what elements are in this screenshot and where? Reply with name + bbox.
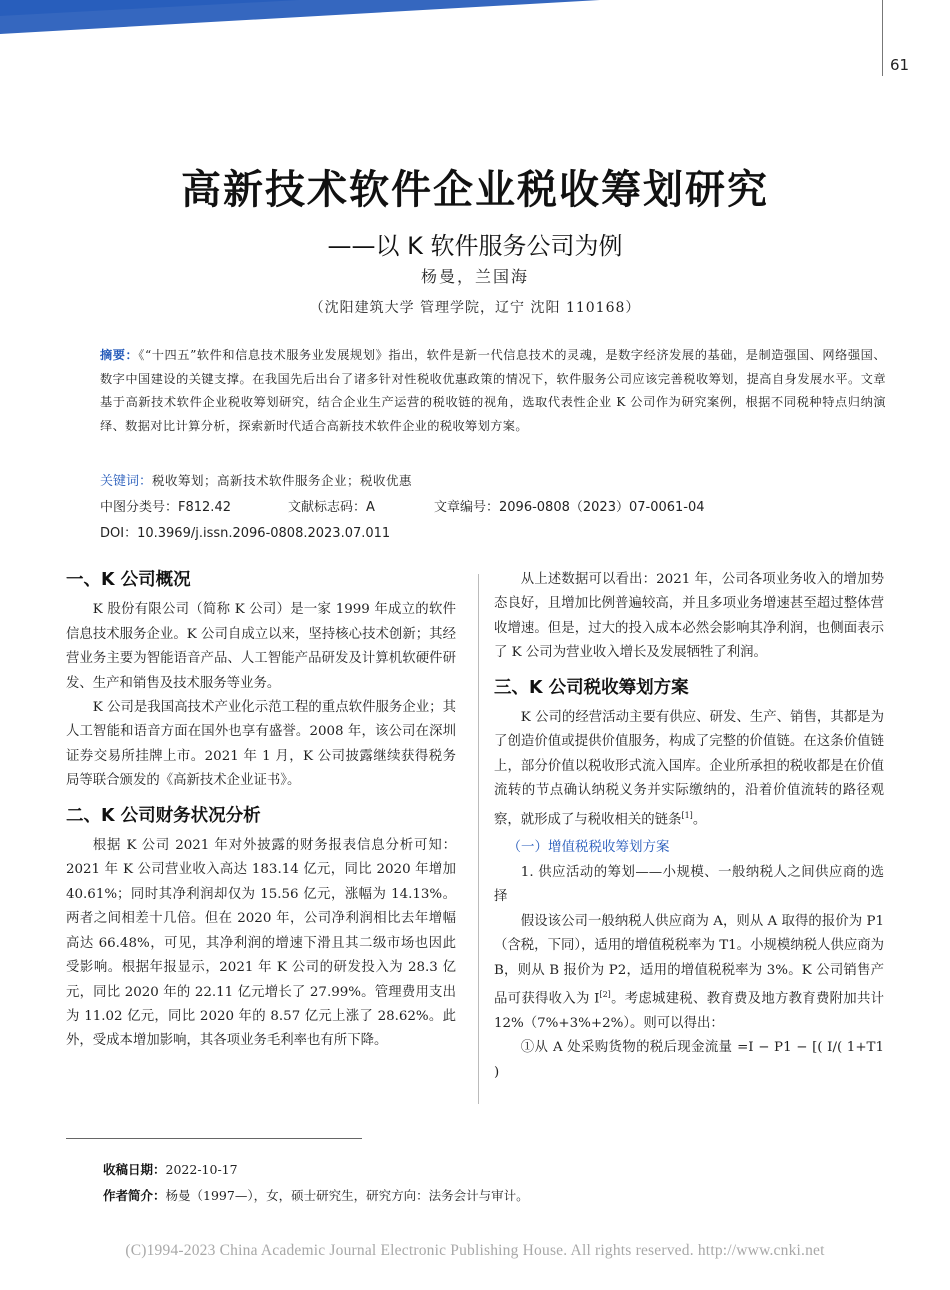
item-1-heading: 1. 供应活动的筹划——小规模、一般纳税人之间供应商的选择 [494,864,884,905]
section-3-paragraph-2-text: 假设该公司一般纳税人供应商为 A，则从 A 取得的报价为 P1（含税，下同），适用的增值税税率为 T1。小规模纳税人供应商为 B，则从 B 报价为 P2，适用的增值税税率为 3%。K 公司销售产品可获得收入为 I [494,913,884,1007]
header-accent-stripe [0,0,600,34]
keywords-label: 关键词： [100,474,153,489]
section-3-paragraph-1-end: 。 [692,812,707,828]
clc-line [100,496,231,515]
reference-2[interactable]: [2] [599,989,611,999]
paper-title: 高新技术软件企业税收筹划研究 [181,167,769,213]
right-paragraph-1: 从上述数据可以看出：2021 年，公司各项业务收入的增加势态良好，且增加比例普遍较高，并且多项业务增速甚至超过整体营收增速。但是，过大的投入成本必然会影响其净利润，也侧面表示了 K 公司为营业收入增长及发展牺牲了利润。 [494,572,884,661]
author-bio [103,1186,529,1204]
received-date [103,1160,238,1178]
section-3-paragraph-1-text: K 公司的经营活动主要有供应、研发、生产、销售，其都是为了创造价值或提供价值服务，构成了完整的价值链。在这条价值链上，部分价值以税收形式流入国库。企业所承担的税收都是在价值流转的节点确认纳税义务并实际缴纳的，沿着价值流转的路径观察，就形成了与税收相关的链条 [494,710,884,828]
clc-value: F812.42 [178,500,231,515]
header-divider [882,0,883,76]
keywords-line [100,470,886,489]
paper-affiliation: （沈阳建筑大学 管理学院，辽宁 沈阳 110168） [309,300,641,316]
article-no-label: 文章编号： [434,500,500,515]
formula-line: ①从 A 处采购货物的税后现金流量 =I − P1 − [( I/( 1+T1 ) [494,1040,884,1080]
column-divider [478,574,479,1104]
author-bio-text: 杨曼（1997—），女，硕士研究生，研究方向：法务会计与审计。 [165,1188,529,1203]
received-label: 收稿日期： [103,1162,166,1177]
article-no-value: 2096-0808（2023）07-0061-04 [499,500,705,515]
received-value: 2022-10-17 [165,1162,238,1177]
subsection-vat-heading: （一）增值税税收筹划方案 [507,838,670,855]
section-3-paragraph-1 [494,706,884,833]
section-1-heading: 一、K 公司概况 [66,570,191,590]
section-1-paragraph-2: K 公司是我国高技术产业化示范工程的重点软件服务企业；其人工智能和语音方面在国外也享有盛誉。2008 年，该公司在深圳证券交易所挂牌上市。2021 年 1 月，K 公司披露继续获得税务局等联合颁发的《高新技术企业证书》。 [66,700,456,789]
doc-code-value: A [366,500,375,515]
section-3-paragraph-2-end: 。考虑城建税、教育费及地方教育费附加共计 12%（7%+3%+2%）。则可以得出： [494,991,885,1031]
doc-code-line [288,496,375,515]
left-column [66,568,456,1054]
doi-value[interactable]: 10.3969/j.issn.2096-0808.2023.07.011 [137,526,391,541]
section-2-heading: 二、K 公司财务状况分析 [66,805,261,826]
section-2-paragraph-1: 根据 K 公司 2021 年对外披露的财务报表信息分析可知：2021 年 K 公司营业收入高达 183.14 亿元，同比 2020 年增加 40.61%；同时其净利润却仅为 15.56 亿元，涨幅为 14.13%。两者之间相差十几倍。但在 2020 年，公司净利润相比去年增幅高达 66.48%，可见，其净利润的增速下滑且其二级市场也因此受影响。根据年报显示，2021 年 K 公司的研发投入为 28.3 亿元，同比 2020 年的 22.11 亿元增长了 27.99%。管理费用支出为 11.02 亿元，同比 2020 年的 8.57 亿元上涨了 28.62%。此外，受成本增加影响，其各项业务毛利率也有所下降。 [66,838,456,1049]
section-3-heading: 三、K 公司税收筹划方案 [494,677,689,698]
doc-code-label: 文献标志码： [288,500,367,515]
paper-authors: 杨曼，兰国海 [420,267,529,286]
keywords-text: 税收筹划；高新技术软件服务企业；税收优惠 [152,473,413,488]
article-no-line [434,496,705,515]
paper-subtitle: ——以 K 软件服务公司为例 [327,232,623,260]
author-bio-label: 作者简介： [103,1188,166,1203]
abstract-block [100,344,886,438]
right-column [494,568,884,1085]
page-number: 61 [890,56,910,74]
section-1-paragraph-1: K 股份有限公司（简称 K 公司）是一家 1999 年成立的软件信息技术服务企业。K 公司自成立以来，坚持核心技术创新；其经营业务主要为智能语音产品、人工智能产品研发及计算机软硬件研发、生产和销售及技术服务等业务。 [66,602,456,691]
abstract-label: 摘要： [100,348,139,362]
clc-label: 中图分类号： [100,500,179,515]
reference-1[interactable]: [1] [681,810,693,820]
section-3-paragraph-2 [494,910,884,1037]
doi-label: DOI： [100,526,138,541]
copyright-watermark: (C)1994-2023 China Academic Journal Electronic Publishing House. All rights reserved. http://www.cnki.net [125,1242,825,1259]
footnote-rule [66,1138,362,1139]
abstract-text: 《“十四五”软件和信息技术服务业发展规划》指出，软件是新一代信息技术的灵魂，是数字经济发展的基础，是制造强国、网络强国、数字中国建设的关键支撑。在我国先后出台了诸多针对性税收优惠政策的情况下，软件服务公司应该完善税收筹划，提高自身发展水平。文章基于高新技术软件企业税收筹划研究，结合企业生产运营的税收链的视角，选取代表性企业 K 公司作为研究案例，根据不同税种特点归纳演绎、数据对比计算分析，探索新时代适合高新技术软件企业的税收筹划方案。 [100,348,886,433]
doi-line [100,522,390,541]
